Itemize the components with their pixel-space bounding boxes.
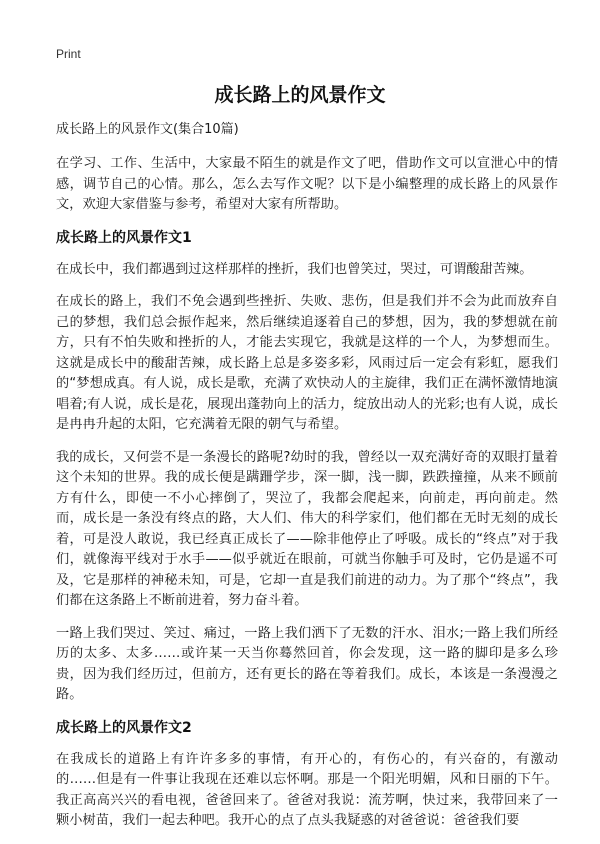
paragraph: 在我成长的道路上有许许多多的事情，有开心的，有伤心的，有兴奋的，有激动的……但是有一件事让我现在还难以忘怀啊。那是一个阳光明媚，风和日丽的下午。我正高高兴兴的看电视，爸爸回来了。爸爸对我说：流芳啊，快过来，我带回来了一颗小树苗，我们一起去种吧。我开心的点了点头我疑惑的对爸爸说：爸爸我们要 [56,751,558,828]
paragraph: 在成长的路上，我们不免会遇到些挫折、失败、悲伤，但是我们并不会为此而放弃自己的梦想，我们总会振作起来，然后继续追逐着自己的梦想，因为，我的梦想就在前方，只有不怕失败和挫折的人，才能去实现它，我就是这样的一个人，为梦想而生。这就是成长中的酸甜苦辣，成长路上总是多姿多彩，风雨过后一定会有彩虹，愿我们的“梦想成真。有人说，成长是歌，充满了欢快动人的主旋律，我们正在满怀激情地演唱着;有人说，成长是花，展现出蓬勃向上的活力，绽放出动人的光彩;也有人说，成长是冉冉升起的太阳，它充满着无限的朝气与希望。 [56,294,558,432]
print-link[interactable]: Print [56,47,81,61]
section-heading: 成长路上的风景作文1 [56,229,192,246]
paragraph: 在成长中，我们都遇到过这样那样的挫折，我们也曾笑过，哭过，可谓酸甜苦辣。 [56,261,533,277]
article-body [56,120,558,844]
section-heading: 成长路上的风景作文2 [56,719,192,736]
page-title: 成长路上的风景作文 [214,84,386,106]
intro-paragraph: 在学习、工作、生活中，大家最不陌生的就是作文了吧，借助作文可以宣泄心中的情感，调节自己的心情。那么，怎么去写作文呢？以下是小编整理的成长路上的风景作文，欢迎大家借鉴与参考，希望对大家有所帮助。 [56,156,558,212]
paragraph: 一路上我们哭过、笑过、痛过，一路上我们洒下了无数的汗水、泪水;一路上我们所经历的太多、太多……或许某一天当你蓦然回首，你会发现，这一路的脚印是多么珍贵，因为我们经历过，但前方，还有更长的路在等着我们。成长，本该是一条漫漫之路。 [56,625,558,702]
paragraph: 我的成长，又何尝不是一条漫长的路呢?幼时的我，曾经以一双充满好奇的双眼打量着这个未知的世界。我的成长便是蹒跚学步，深一脚，浅一脚，跌跌撞撞，从来不顾前方有什么，即使一不小心摔倒了，哭泣了，我都会爬起来，向前走，再向前走。然而，成长是一条没有终点的路，大人们、伟大的科学家们，他们都在无时无刻的成长着，可是没人敢说，我已经真正成长了——除非他停止了呼吸。成长的“终点”对于我们，就像海平线对于水手——似乎就近在眼前，可就当你触手可及时，它仍是遥不可及，它是那样的神秘未知，可是，它却一直是我们前进的动力。为了那个“终点”，我们都在这条路上不断前进着，努力奋斗着。 [56,449,558,608]
article-subtitle: 成长路上的风景作文(集合10篇) [56,122,239,137]
